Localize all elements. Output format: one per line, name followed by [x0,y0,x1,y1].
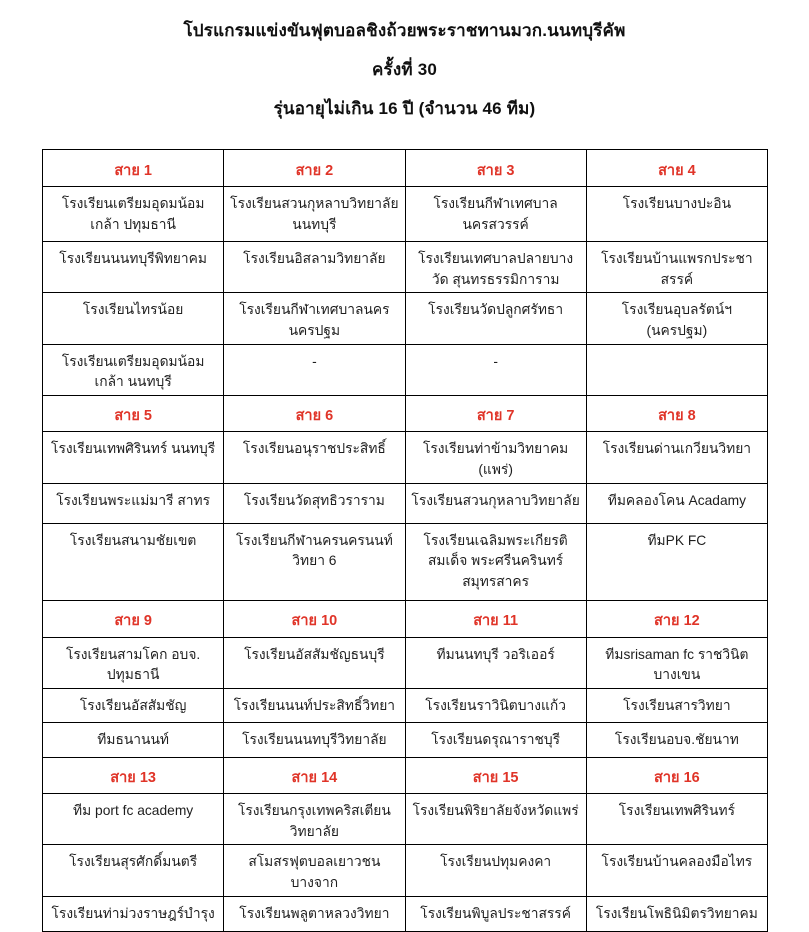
group-header-cell: สาย 6 [224,396,405,432]
group-header-cell: สาย 11 [405,600,586,637]
team-cell: โรงเรียนวัดปลูกศรัทธา [405,293,586,344]
team-cell: โรงเรียนสวนกุหลาบวิทยาลัย [405,483,586,523]
group-header-cell: สาย 2 [224,150,405,187]
team-cell: โรงเรียนบางปะอิน [586,187,767,242]
team-cell: โรงเรียนเฉลิมพระเกียรติสมเด็จ พระศรีนครินทร์สมุทรสาคร [405,523,586,600]
group-header-cell: สาย 8 [586,396,767,432]
team-cell: โรงเรียนกรุงเทพคริสเตียน วิทยาลัย [224,793,405,844]
team-cell: โรงเรียนกีฬาเทศบาลนคร นครปฐม [224,293,405,344]
team-cell: โรงเรียนเตรียมอุดมน้อมเกล้า ปทุมธานี [43,187,224,242]
team-cell: โรงเรียนสุรศักดิ์มนตรี [43,845,224,896]
team-cell: โรงเรียนอัสสัมชัญ [43,688,224,722]
team-cell: สโมสรฟุตบอลเยาวชนบางจาก [224,845,405,896]
team-cell: โรงเรียนท่าม่วงราษฎร์บำรุง [43,896,224,931]
team-cell: โรงเรียนอุบลรัตน์ฯ (นครปฐม) [586,293,767,344]
team-cell: โรงเรียนสนามชัยเขต [43,523,224,600]
team-cell: - [405,344,586,395]
team-cell: ทีมธนานนท์ [43,722,224,757]
team-cell: โรงเรียนสามโคก อบจ. ปทุมธานี [43,637,224,688]
team-cell: ทีมคลองโคน Acadamy [586,483,767,523]
team-cell [586,344,767,395]
group-header-cell: สาย 10 [224,600,405,637]
team-cell: โรงเรียนนนทบุรีพิทยาคม [43,242,224,293]
team-cell: โรงเรียนดรุณาราชบุรี [405,722,586,757]
group-header-cell: สาย 4 [586,150,767,187]
group-header-cell: สาย 3 [405,150,586,187]
group-header-cell: สาย 15 [405,757,586,793]
tournament-edition: ครั้งที่ 30 [371,60,438,79]
team-cell: โรงเรียนพระแม่มารี สาทร [43,483,224,523]
team-cell: โรงเรียนบ้านแพรกประชา สรรค์ [586,242,767,293]
team-cell: โรงเรียนเทพศิรินทร์ [586,793,767,844]
team-cell: ทีมPK FC [586,523,767,600]
team-cell: โรงเรียนนนทบุรีวิทยาลัย [224,722,405,757]
group-header-cell: สาย 9 [43,600,224,637]
team-cell: โรงเรียนท่าข้ามวิทยาคม (แพร่) [405,432,586,483]
group-header-row [43,396,768,432]
team-cell: โรงเรียนพิริยาลัยจังหวัดแพร่ [405,793,586,844]
team-row [43,344,768,395]
team-cell: โรงเรียนอบจ.ชัยนาท [586,722,767,757]
age-division-subtitle: รุ่นอายุไม่เกิน 16 ปี (จำนวน 46 ทีม) [273,99,536,118]
team-row [43,637,768,688]
team-cell: โรงเรียนบ้านคลองมือไทร [586,845,767,896]
team-cell: โรงเรียนสวนกุหลาบวิทยาลัย นนทบุรี [224,187,405,242]
team-row [43,483,768,523]
team-cell: โรงเรียนนนท์ประสิทธิ์วิทยา [224,688,405,722]
team-cell: โรงเรียนเทพศิรินทร์ นนทบุรี [43,432,224,483]
group-header-row [43,150,768,187]
team-row [43,793,768,844]
team-cell: โรงเรียนพลูตาหลวงวิทยา [224,896,405,931]
group-header-cell: สาย 13 [43,757,224,793]
team-cell: ทีมนนทบุรี วอริเออร์ [405,637,586,688]
group-header-cell: สาย 5 [43,396,224,432]
team-row [43,242,768,293]
team-cell: ทีมsrisaman fc ราชวินิต บางเขน [586,637,767,688]
team-cell: โรงเรียนอัสสัมชัญธนบุรี [224,637,405,688]
group-header-cell: สาย 7 [405,396,586,432]
team-cell: โรงเรียนอิสลามวิทยาลัย [224,242,405,293]
group-header-cell: สาย 16 [586,757,767,793]
team-cell: โรงเรียนวัดสุทธิวราราม [224,483,405,523]
team-row [43,187,768,242]
group-header-cell: สาย 1 [43,150,224,187]
team-cell: โรงเรียนเตรียมอุดมน้อมเกล้า นนทบุรี [43,344,224,395]
team-row [43,845,768,896]
team-cell: โรงเรียนราวินิตบางแก้ว [405,688,586,722]
team-cell: โรงเรียนอนุราชประสิทธิ์ [224,432,405,483]
groups-table [42,149,768,932]
group-header-cell: สาย 14 [224,757,405,793]
team-row [43,722,768,757]
group-header-row [43,757,768,793]
team-cell: - [224,344,405,395]
team-cell: ทีม port fc academy [43,793,224,844]
team-cell: โรงเรียนกีฬาเทศบาล นครสวรรค์ [405,187,586,242]
team-cell: โรงเรียนพิบูลประชาสรรค์ [405,896,586,931]
team-cell: โรงเรียนด่านเกวียนวิทยา [586,432,767,483]
group-header-cell: สาย 12 [586,600,767,637]
team-row [43,896,768,931]
team-cell: โรงเรียนปทุมคงคา [405,845,586,896]
team-row [43,432,768,483]
team-cell: โรงเรียนสารวิทยา [586,688,767,722]
team-row [43,688,768,722]
team-cell: โรงเรียนเทศบาลปลายบางวัด สุนทรธรรมิการาม [405,242,586,293]
team-row [43,523,768,600]
group-header-row [43,600,768,637]
team-cell: โรงเรียนโพธินิมิตรวิทยาคม [586,896,767,931]
team-cell: โรงเรียนไทรน้อย [43,293,224,344]
title-block [0,0,809,122]
tournament-title: โปรแกรมแข่งขันฟุตบอลชิงถ้วยพระราชทานมวก.นนทบุรีคัพ [183,21,626,40]
team-cell: โรงเรียนกีฬานครนครนนท์วิทยา 6 [224,523,405,600]
team-row [43,293,768,344]
